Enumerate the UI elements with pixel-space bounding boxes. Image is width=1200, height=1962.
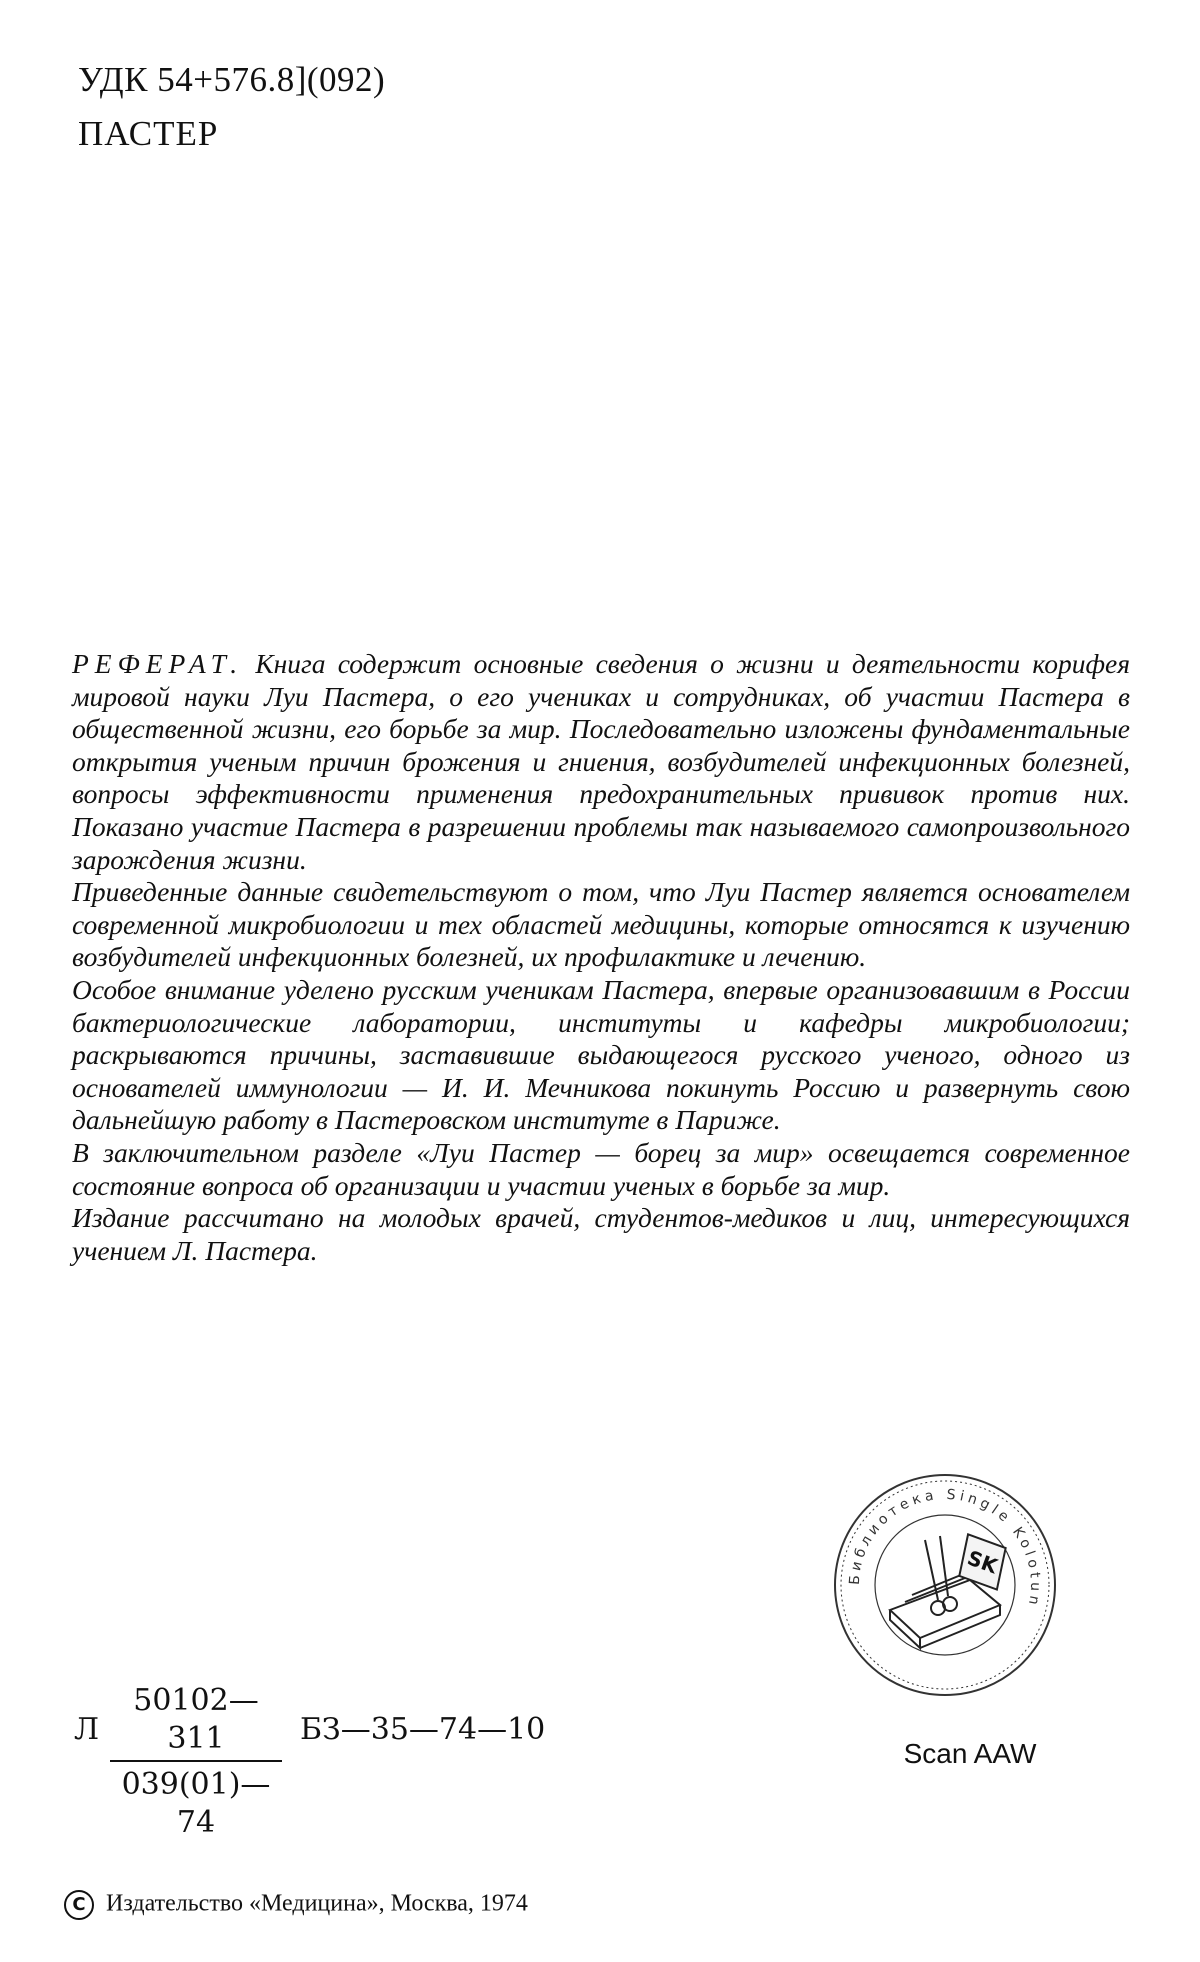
index-code: БЗ—35—74—10 bbox=[300, 1712, 546, 1747]
abstract-paragraph-4: В заключительном разделе «Луи Пастер — борец за мир» освещается современное состояние вопроса об организации и участии ученых в борьбе за мир. bbox=[72, 1136, 1130, 1201]
udc-code: УДК 54+576.8](092) bbox=[78, 60, 386, 99]
stamp-monogram: SK bbox=[964, 1545, 1001, 1579]
abstract bbox=[72, 648, 1130, 1267]
copyright-icon: C bbox=[64, 1890, 94, 1920]
svg-text:Библиотека Single Kolotun bbox=[847, 1487, 1043, 1610]
abstract-label: РЕФЕРАТ. bbox=[72, 648, 244, 679]
index-fraction bbox=[110, 1682, 282, 1842]
abstract-paragraph-1 bbox=[72, 648, 1130, 876]
fraction-bar bbox=[110, 1760, 282, 1762]
header-title: ПАСТЕР bbox=[78, 114, 219, 153]
abstract-paragraph-2: Приведенные данные свидетельствуют о том, что Луи Пастер является основателем современной микробиологии и тех областей медицины, которые относятся к изучению возбудителей инфекционных болезней, их профилактике и лечению. bbox=[72, 876, 1130, 973]
index-numerator: 50102—311 bbox=[133, 1683, 259, 1756]
scan-credit: Scan AAW bbox=[903, 1738, 1037, 1769]
abstract-paragraph-5: Издание рассчитано на молодых врачей, студентов-медиков и лиц, интересующихся учением Л. Пастера. bbox=[72, 1202, 1130, 1266]
abstract-text-1: Книга содержит основные сведения о жизни и деятельности корифея мировой науки Луи Пастера, о его учениках и сотрудниках, об участии Пастера в общественной жизни, его борьбе за мир. Последовательно изложены фундаментальные открытия ученым причин брожения и гниения, возбудителей инфекционных болезней, вопросы эффективности применения предохранительных прививок против них. Показано участие Пастера в разрешении проблемы так называемого самопроизвольного зарождения жизни. bbox=[72, 648, 1130, 875]
stamp-ring-text: Библиотека Single Kolotun bbox=[846, 1486, 1044, 1610]
copyright-text: Издательство «Медицина», Москва, 1974 bbox=[106, 1890, 528, 1917]
index-letter: Л bbox=[74, 1712, 100, 1747]
library-stamp-icon bbox=[830, 1470, 1060, 1700]
abstract-paragraph-3: Особое внимание уделено русским ученикам Пастера, впервые организовавшим в России бактериологические лаборатории, институты и кафедры микробиологии; раскрываются причины, заставившие выдающегося русского ученого, одного из основателей иммунологии — И. И. Мечникова покинуть Россию и развернуть свою дальнейшую работу в Пастеровском институте в Париже. bbox=[72, 973, 1130, 1136]
index-denominator: 039(01)—74 bbox=[121, 1767, 271, 1840]
copyright-line bbox=[64, 1890, 528, 1920]
